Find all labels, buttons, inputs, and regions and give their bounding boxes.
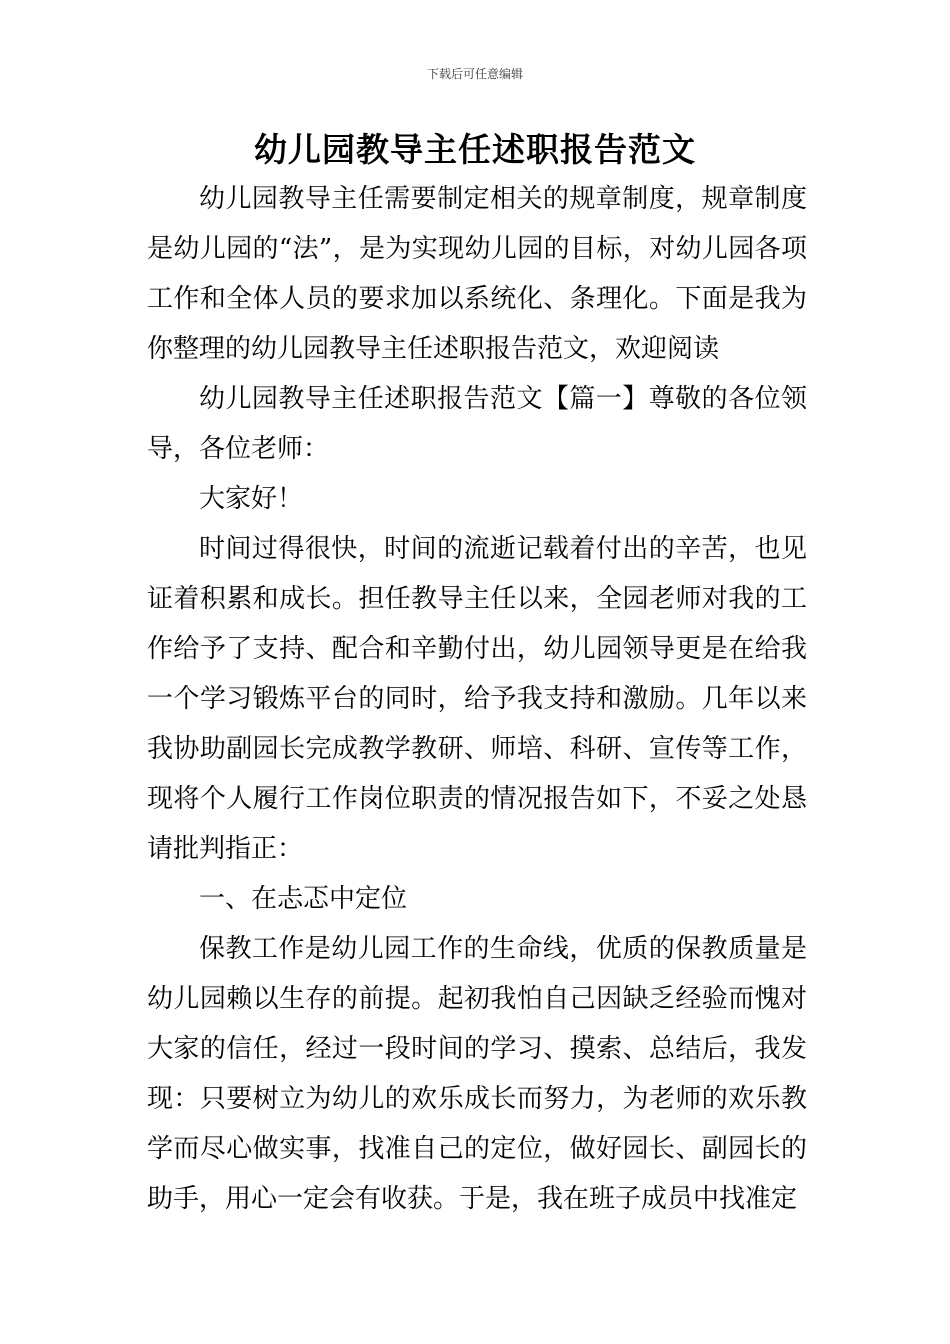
header-note: 下载后可任意编辑 xyxy=(426,67,523,81)
paragraph-section-heading: 幼儿园教导主任述职报告范文【篇一】尊敬的各位领导，各位老师： xyxy=(147,384,807,464)
paragraph-body: 保教工作是幼儿园工作的生命线，优质的保教质量是幼儿园赖以生存的前提。起初我怕自己因缺乏经验而愧对大家的信任，经过一段时间的学习、摸索、总结后，我发现：只要树立为幼儿的欢乐成长而努力，为老师的欢乐教学而尽心做实事，找准自己的定位，做好园长、副园长的助手，用心一定会有收获。于是，我在班子成员中找准定 xyxy=(147,934,807,1214)
paragraph-subheading: 一、在忐忑中定位 xyxy=(199,884,408,914)
document-title: 幼儿园教导主任述职报告范文 xyxy=(254,130,696,169)
paragraph-greeting: 大家好！ xyxy=(199,484,304,514)
document-body xyxy=(147,174,807,1224)
paragraph-opening: 时间过得很快，时间的流逝记载着付出的辛苦，也见证着积累和成长。担任教导主任以来，全园老师对我的工作给予了支持、配合和辛勤付出，幼儿园领导更是在给我一个学习锻炼平台的同时，给予我支持和激励。几年以来我协助副园长完成教学教研、师培、科研、宣传等工作，现将个人履行工作岗位职责的情况报告如下，不妥之处恳请批判指正： xyxy=(147,534,807,864)
paragraph-intro: 幼儿园教导主任需要制定相关的规章制度，规章制度是幼儿园的“法”，是为实现幼儿园的目标，对幼儿园各项工作和全体人员的要求加以系统化、条理化。下面是我为你整理的幼儿园教导主任述职报告范文，欢迎阅读 xyxy=(147,184,807,364)
